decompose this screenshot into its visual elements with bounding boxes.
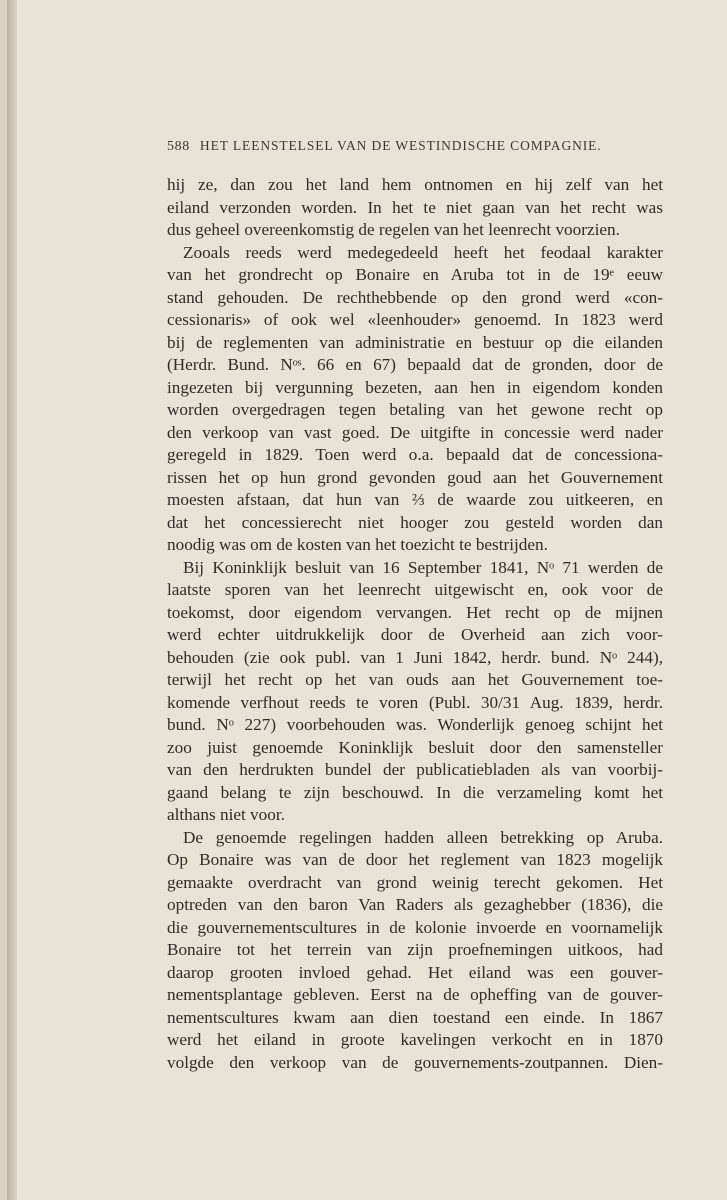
text-line: den verkoop van vast goed. De uitgifte in concessie werd nader: [167, 422, 663, 442]
text-line: geregeld in 1829. Toen werd o.a. bepaald dat de concessiona-: [167, 445, 663, 464]
text-line: bund. Nᵒ 227) voorbehouden was. Wonderlijk genoeg schijnt het: [167, 715, 663, 734]
text-line: worden overgedragen tegen betaling van het gewone recht op: [167, 400, 663, 419]
text-line: nementsplantage gebleven. Eerst na de opheffing van de gouver-: [167, 985, 663, 1004]
text-line: laatste sporen van het leenrecht uitgewischt en, ook voor de: [167, 580, 663, 599]
text-line: De genoemde regelingen hadden alleen betrekking op Aruba.: [183, 827, 663, 847]
text-line: dat het concessierecht niet hooger zou gesteld worden dan: [167, 512, 663, 532]
page-number: 588: [167, 139, 190, 154]
text-line: zoo juist genoemde Koninklijk besluit door den samensteller: [167, 737, 663, 757]
text-line: dus geheel overeenkomstig de regelen van het leenrecht voorzien.: [167, 220, 620, 239]
text-line: komende verfhout reeds te voren (Publ. 30/31 Aug. 1839, herdr.: [167, 692, 663, 712]
text-line: toekomst, door eigendom vervangen. Het recht op de mijnen: [167, 602, 663, 622]
text-line: (Herdr. Bund. Nᵒˢ. 66 en 67) bepaald dat de gronden, door de: [167, 355, 663, 374]
text-line: behouden (zie ook publ. van 1 Juni 1842, herdr. bund. Nᵒ 244),: [167, 647, 663, 667]
text-line: van het grondrecht op Bonaire en Aruba tot in de 19ᵉ eeuw: [167, 265, 663, 284]
text-line: gemaakte overdracht van grond weinig terecht gekomen. Het: [167, 872, 663, 892]
text-line: Bonaire tot het terrein van zijn proefnemingen uitkoos, had: [167, 940, 663, 959]
text-line: nementscultures kwam aan dien toestand een einde. In 1867: [167, 1007, 663, 1027]
text-line: Bij Koninklijk besluit van 16 September 1841, Nᵒ 71 werden de: [183, 557, 663, 577]
text-line: van den herdrukten bundel der publicatiebladen als van voorbij-: [167, 760, 663, 779]
running-title: HET LEENSTELSEL VAN DE WESTINDISCHE COMPAGNIE.: [199, 138, 602, 153]
book-page: [7, 0, 727, 1200]
text-line: werd het eiland in groote kavelingen verkocht en in 1870: [167, 1030, 663, 1049]
text-line: bij de reglementen van administratie en bestuur op die eilanden: [167, 332, 663, 352]
text-line: eiland verzonden worden. In het te niet gaan van het recht was: [167, 197, 663, 217]
text-line: rissen het op hun grond gevonden goud aan het Gouvernement: [167, 467, 663, 487]
text-line: gaand belang te zijn beschouwd. In die verzameling komt het: [167, 782, 663, 802]
text-line: noodig was om de kosten van het toezicht te bestrijden.: [167, 535, 548, 554]
text-line: optreden van den baron Van Raders als gezaghebber (1836), die: [167, 895, 663, 914]
text-line: hij ze, dan zou het land hem ontnomen en hij zelf van het: [167, 175, 663, 194]
text-line: Op Bonaire was van de door het reglement van 1823 mogelijk: [167, 850, 663, 869]
text-line: Zooals reeds werd medegedeeld heeft het feodaal karakter: [183, 242, 663, 262]
text-line: althans niet voor.: [167, 805, 285, 824]
text-line: terwijl het recht op het van ouds aan het Gouvernement toe-: [167, 670, 663, 689]
text-line: werd echter uitdrukkelijk door de Overheid aan zich voor-: [167, 625, 663, 644]
page-spine-shadow: [7, 0, 17, 1200]
body-text: [167, 174, 663, 1074]
running-header: [167, 138, 657, 155]
text-line: volgde den verkoop van de gouvernements-zoutpannen. Dien-: [167, 1052, 663, 1072]
text-line: stand gehouden. De rechthebbende op den grond werd «con-: [167, 287, 663, 307]
text-line: moesten afstaan, dat hun van ⅔ de waarde zou uitkeeren, en: [167, 490, 663, 509]
text-line: cessionaris» of ook wel «leenhouder» genoemd. In 1823 werd: [167, 310, 663, 329]
text-line: die gouvernementscultures in de kolonie invoerde en voornamelijk: [167, 917, 663, 937]
text-line: ingezeten bij vergunning bezeten, aan hen in eigendom konden: [167, 377, 663, 397]
text-line: daarop grooten invloed gehad. Het eiland was een gouver-: [167, 962, 663, 982]
